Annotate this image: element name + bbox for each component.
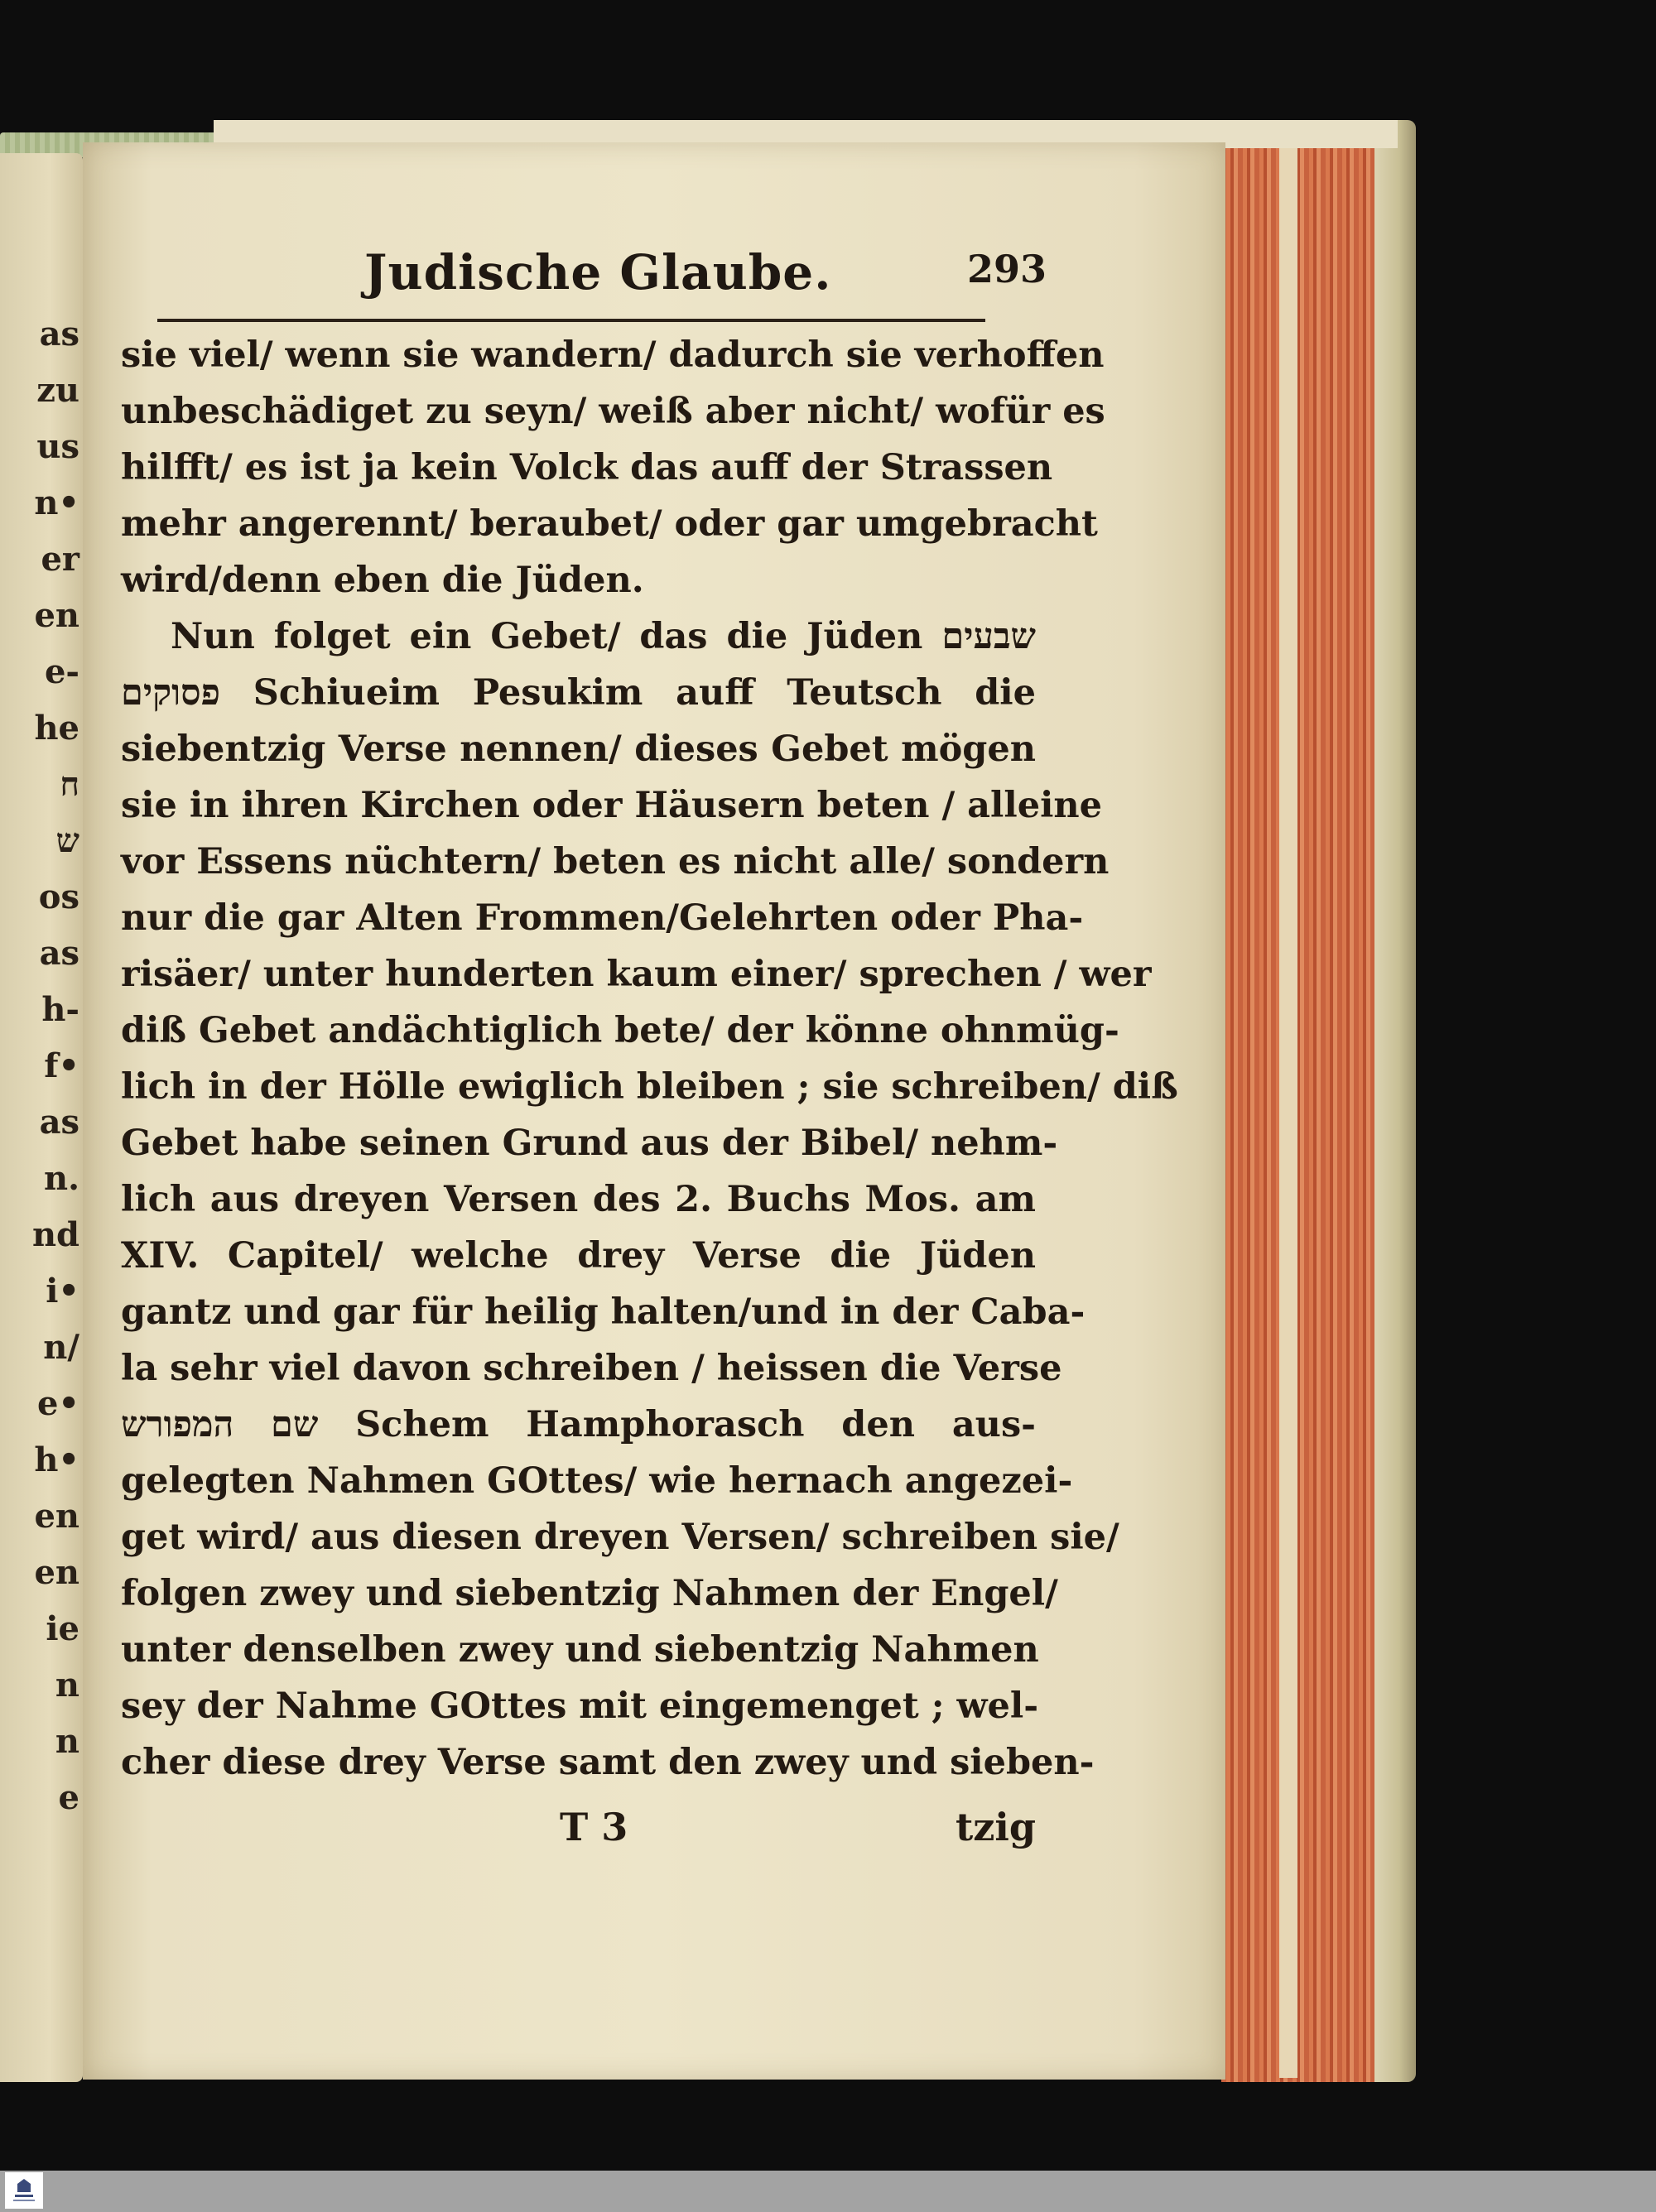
text-line: unbeschädiget zu seyn/ weiß aber nicht/ wofür es (121, 391, 1105, 432)
left-page-fragment: us (36, 427, 79, 466)
left-page-fragment: f• (44, 1046, 79, 1085)
text-line: mehr angerennt/ beraubet/ oder gar umgebracht (121, 503, 1098, 545)
left-page-fragment: as (39, 1103, 79, 1142)
text-line: gantz und gar für heilig halten/und in der Caba- (121, 1291, 1086, 1333)
left-page-fragment: os (38, 878, 79, 916)
page-edge-gap (1279, 145, 1297, 2078)
left-page-fragment: n (55, 1722, 79, 1761)
text-line: sey der Nahme GOttes mit eingemenget ; wel- (121, 1685, 1039, 1727)
text-line: Gebet habe seinen Grund aus der Bibel/ nehm- (121, 1123, 1058, 1164)
catchword: tzig (955, 1805, 1036, 1849)
text-line: cher diese drey Verse samt den zwey und sieben- (121, 1742, 1095, 1783)
left-page-fragment: e (58, 1778, 79, 1817)
text-line: פסוקים Schiueim Pesukim auff Teutsch die (121, 672, 1036, 714)
text-line: gelegten Nahmen GOttes/ wie hernach angezei- (121, 1460, 1073, 1502)
text-line: vor Essens nüchtern/ beten es nicht alle/ sondern (121, 841, 1110, 882)
left-page-fragment: i• (46, 1272, 79, 1310)
left-page-fragment: zu (36, 371, 79, 410)
left-page-fragment: n. (43, 1159, 79, 1198)
left-page-fragment: n• (34, 483, 79, 522)
left-page-fragment: as (39, 315, 79, 353)
left-page-fragment: er (41, 540, 79, 579)
left-page-fragment: nd (31, 1215, 79, 1254)
signature-mark: T 3 (560, 1805, 628, 1849)
text-line: siebentzig Verse nennen/ dieses Gebet mögen (121, 729, 1036, 770)
library-logo-icon (5, 2172, 43, 2209)
left-page-fragment: as (39, 934, 79, 973)
body-text (121, 327, 1178, 1867)
left-page-fragment: ח (60, 765, 79, 804)
bottom-bar (0, 2171, 1656, 2212)
text-line: lich aus dreyen Versen des 2. Buchs Mos. am (121, 1179, 1036, 1220)
text-line: sie viel/ wenn sie wandern/ dadurch sie verhoffen (121, 334, 1105, 376)
left-page-fragment: e• (36, 1384, 79, 1423)
left-page-fragment: n (55, 1666, 79, 1705)
text-line: wird/denn eben die Jüden. (121, 560, 644, 601)
text-line: XIV. Capitel/ welche drey Verse die Jüden (121, 1235, 1036, 1277)
text-line: שם המפורש Schem Hamphorasch den aus- (121, 1404, 1036, 1445)
text-line: nur die gar Alten Frommen/Gelehrten oder Pha- (121, 897, 1084, 939)
left-page-fragment: ie (46, 1609, 79, 1648)
left-page-fragment: h• (34, 1440, 79, 1479)
text-line: risäer/ unter hunderten kaum einer/ sprechen / wer (121, 954, 1152, 995)
page-edges (1221, 141, 1374, 2082)
page-number: 293 (967, 247, 1047, 291)
left-page-edge (0, 153, 83, 2082)
text-line: hilfft/ es ist ja kein Volck das auff der Strassen (121, 447, 1053, 488)
header-rule (157, 319, 985, 322)
text-line: la sehr viel davon schreiben / heissen die Verse (121, 1348, 1062, 1389)
left-page-fragment: n/ (43, 1328, 79, 1367)
text-line: sie in ihren Kirchen oder Häusern beten / alleine (121, 785, 1103, 826)
left-page-fragment: en (34, 1497, 79, 1536)
text-line: lich in der Hölle ewiglich bleiben ; sie schreiben/ diß (121, 1066, 1178, 1108)
text-line: get wird/ aus diesen dreyen Versen/ schreiben sie/ (121, 1517, 1119, 1558)
running-head: Judische Glaube. (364, 244, 832, 301)
text-line: Nun folget ein Gebet/ das die Jüden שבעים (171, 616, 1036, 657)
left-page-fragment: h- (41, 990, 79, 1029)
left-page-fragment: e- (44, 652, 79, 691)
page-footer (121, 1805, 1036, 1863)
text-line: unter denselben zwey und siebentzig Nahmen (121, 1629, 1039, 1671)
text-line: diß Gebet andächtiglich bete/ der könne ohnmüg- (121, 1010, 1119, 1051)
back-cover (1374, 120, 1416, 2082)
left-page-fragment: en (34, 596, 79, 635)
left-page-fragment: he (34, 709, 79, 748)
text-line: folgen zwey und siebentzig Nahmen der Engel/ (121, 1573, 1058, 1614)
left-page-fragment: en (34, 1553, 79, 1592)
left-page-fragment: ש (55, 821, 79, 860)
